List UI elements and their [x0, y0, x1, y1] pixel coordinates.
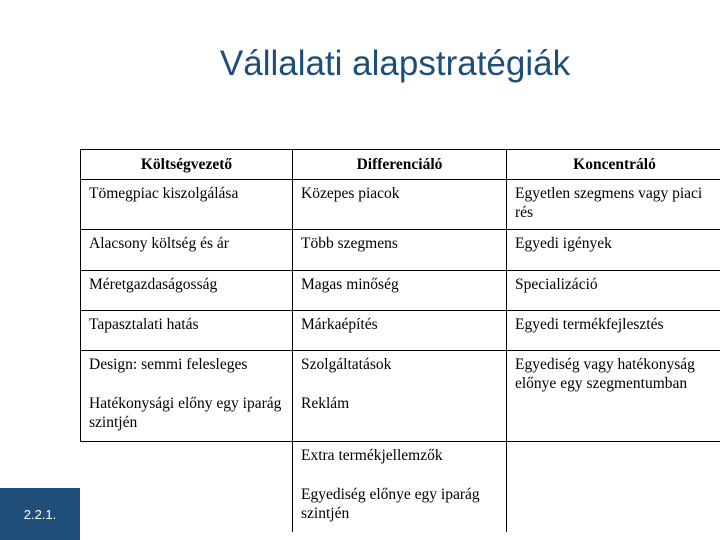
table-row [81, 230, 720, 271]
table-row [81, 180, 720, 230]
table-cell: Egyedi termékfejlesztés [507, 311, 720, 351]
table-row [81, 481, 720, 532]
table-cell [81, 481, 293, 532]
table-cell: Tömegpiac kiszolgálása [81, 180, 293, 230]
table-cell [507, 442, 720, 482]
table-cell: Márkaépítés [293, 311, 507, 351]
table-cell: Méretgazdaságosság [81, 271, 293, 311]
table-header-row [81, 150, 720, 180]
table-row [81, 271, 720, 311]
table-cell: Több szegmens [293, 230, 507, 271]
table-cell [507, 481, 720, 532]
header-cost-leader: Költségvezető [81, 150, 293, 180]
table-cell: Magas minőség [293, 271, 507, 311]
table-cell: Design: semmi felesleges [81, 351, 293, 391]
header-focuser: Koncentráló [507, 150, 720, 180]
table-cell: Alacsony költség és ár [81, 230, 293, 271]
table-cell: Egyediség előnye egy iparág szintjén [293, 481, 507, 532]
table-cell: Specializáció [507, 271, 720, 311]
table-row [81, 442, 720, 482]
table-cell: Közepes piacok [293, 180, 507, 230]
table-cell [81, 442, 293, 482]
header-differentiator: Differenciáló [293, 150, 507, 180]
slide-title: Vállalati alapstratégiák [219, 44, 571, 83]
table-cell: Egyedi igények [507, 230, 720, 271]
table-cell: Egyetlen szegmens vagy piaci rés [507, 180, 720, 230]
strategy-table [80, 149, 720, 532]
table-row [81, 311, 720, 351]
table-row [81, 351, 720, 391]
table-cell: Tapasztalati hatás [81, 311, 293, 351]
table-cell: Extra termékjellemzők [293, 442, 507, 482]
table-cell: Szolgáltatások [293, 351, 507, 391]
slide-number: 2.2.1. [23, 507, 57, 522]
table-cell: Hatékonysági előny egy iparág szintjén [81, 390, 293, 442]
table-cell: Egyediség vagy hatékonyság előnye egy szegmentumban [507, 351, 720, 442]
table-cell: Reklám [293, 390, 507, 442]
